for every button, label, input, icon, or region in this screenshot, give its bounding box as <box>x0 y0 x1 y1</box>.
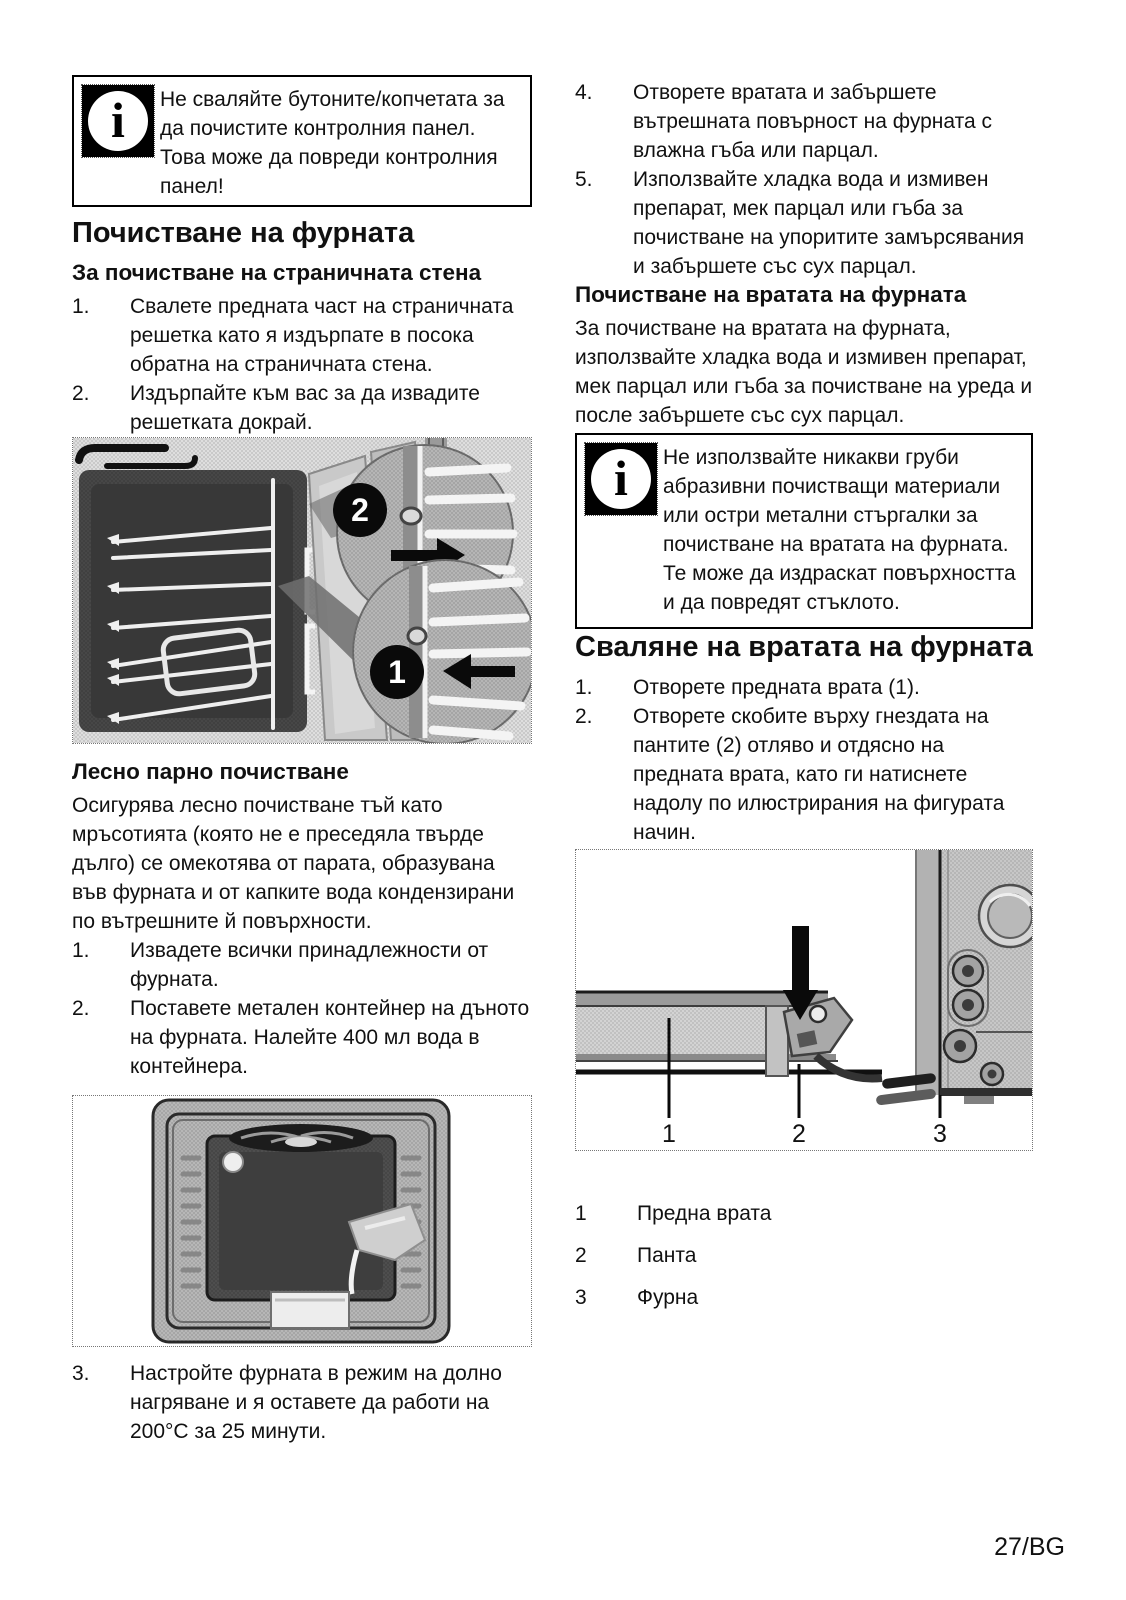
list-item <box>72 379 532 437</box>
item-number: 1. <box>72 939 90 962</box>
legend-row <box>575 1199 1033 1228</box>
list-item <box>575 673 1033 702</box>
oven-side-rack-illustration <box>73 438 531 743</box>
list-item <box>575 702 1033 847</box>
section-heading-door-removal: Сваляне на вратата на фурната <box>575 631 1033 663</box>
oven-front-illustration <box>73 1096 531 1346</box>
item-number: 2. <box>575 705 593 728</box>
list-item <box>72 292 532 379</box>
item-text: Отворете предната врата (1). <box>633 676 920 699</box>
item-number: 2. <box>72 997 90 1020</box>
list-item <box>72 1359 532 1446</box>
legend-label: Предна врата <box>637 1202 772 1225</box>
door-cleaning-paragraph: За почистване на вратата на фурната, използвайте хладка вода и измивен препарат, мек парцал или гъба за почистване на уреда и после забършете със сух парцал. <box>575 317 1033 427</box>
legend-label: Панта <box>637 1244 697 1267</box>
subheading-steam-cleaning: Лесно парно почистване <box>72 759 349 784</box>
item-text: Извадете всички принадлежности от фурната. <box>130 939 489 991</box>
page-number: 27/BG <box>994 1533 1065 1561</box>
oven-cleaning-steps-continued <box>575 78 1033 281</box>
subheading-door-cleaning: Почистване на вратата на фурната <box>575 282 967 307</box>
figure3-label-1: 1 <box>662 1120 676 1148</box>
left-column <box>72 75 532 1446</box>
info-line: Това може да повреди контролния панел! <box>160 146 498 198</box>
info-icon-glyph: i <box>88 91 148 151</box>
steam-cleaning-steps <box>72 936 532 1081</box>
info-box-abrasives <box>575 433 1033 629</box>
legend-row <box>575 1241 1033 1270</box>
legend-number: 3 <box>575 1286 587 1309</box>
item-text: Издърпайте към вас за да извадите решетката докрай. <box>130 382 480 434</box>
oven-side-rack-figure <box>72 437 532 744</box>
item-text: Отворете вратата и забършете вътрешната повърност на фурната с влажна гъба или парцал. <box>633 81 992 162</box>
figure1-badge-2: 2 <box>351 492 369 528</box>
figure3-label-3: 3 <box>933 1120 947 1148</box>
item-text: Отворете скобите върху гнездата на пантите (2) отляво и отдясно на предната врата, като ги натиснете надолу по илюстрирания на фигурата начин. <box>633 705 1005 844</box>
info-icon-glyph: i <box>591 449 651 509</box>
steam-cleaning-figure <box>72 1095 532 1347</box>
list-item <box>72 994 532 1081</box>
subheading-side-wall: За почистване на страничната стена <box>72 260 482 285</box>
steam-cleaning-step-3 <box>72 1359 532 1446</box>
info-box-text: Не използвайте никакви груби абразивни почистващи материали или остри метални стъргалки за почистване на вратата на фурната. Те може да издраскат повърхността и да повредят стъклото. <box>663 446 1016 614</box>
info-icon <box>82 85 154 157</box>
steam-cleaning-paragraph: Осигурява лесно почистване тъй като мръсотията (която не е преседяла твърде дълго) се омекотява от парата, образувана във фурната и от капките вода кондензирани по вътрешните й повърхности. <box>72 794 515 933</box>
legend-number: 2 <box>575 1244 587 1267</box>
figure1-badge-1: 1 <box>388 654 406 690</box>
door-hinge-illustration <box>576 850 1032 1150</box>
item-number: 4. <box>575 81 593 104</box>
figure3-label-2: 2 <box>792 1120 806 1148</box>
list-item <box>575 78 1033 165</box>
item-text: Настройте фурната в режим на долно нагряване и я оставете да работи на 200°C за 25 минути. <box>130 1362 502 1443</box>
item-number: 2. <box>72 382 90 405</box>
item-text: Поставете метален контейнер на дъното на фурната. Налейте 400 мл вода в контейнера. <box>130 997 530 1078</box>
item-number: 5. <box>575 168 593 191</box>
legend-row <box>575 1283 1033 1312</box>
info-line: Не сваляйте бутоните/копчетата за да почистите контролния панел. <box>160 88 505 140</box>
list-item <box>575 165 1033 281</box>
item-number: 1. <box>72 295 90 318</box>
section-heading-oven-cleaning: Почистване на фурната <box>72 217 415 249</box>
legend-number: 1 <box>575 1202 587 1225</box>
side-wall-steps <box>72 292 532 437</box>
info-box-control-panel <box>72 75 532 207</box>
legend-label: Фурна <box>637 1286 699 1309</box>
item-number: 1. <box>575 676 593 699</box>
right-column <box>575 75 1033 1325</box>
info-icon <box>585 443 657 515</box>
door-removal-steps <box>575 673 1033 847</box>
door-hinge-figure <box>575 849 1033 1151</box>
item-text: Свалете предната част на страничната решетка като я издърпате в посока обратна на страничната стена. <box>130 295 514 376</box>
list-item <box>72 936 532 994</box>
info-box-text <box>160 85 522 201</box>
figure-legend <box>575 1199 1033 1312</box>
item-text: Използвайте хладка вода и измивен препарат, мек парцал или гъба за почистване на упоритите замърсявания и забършете със сух парцал. <box>633 168 1025 278</box>
item-number: 3. <box>72 1362 90 1385</box>
